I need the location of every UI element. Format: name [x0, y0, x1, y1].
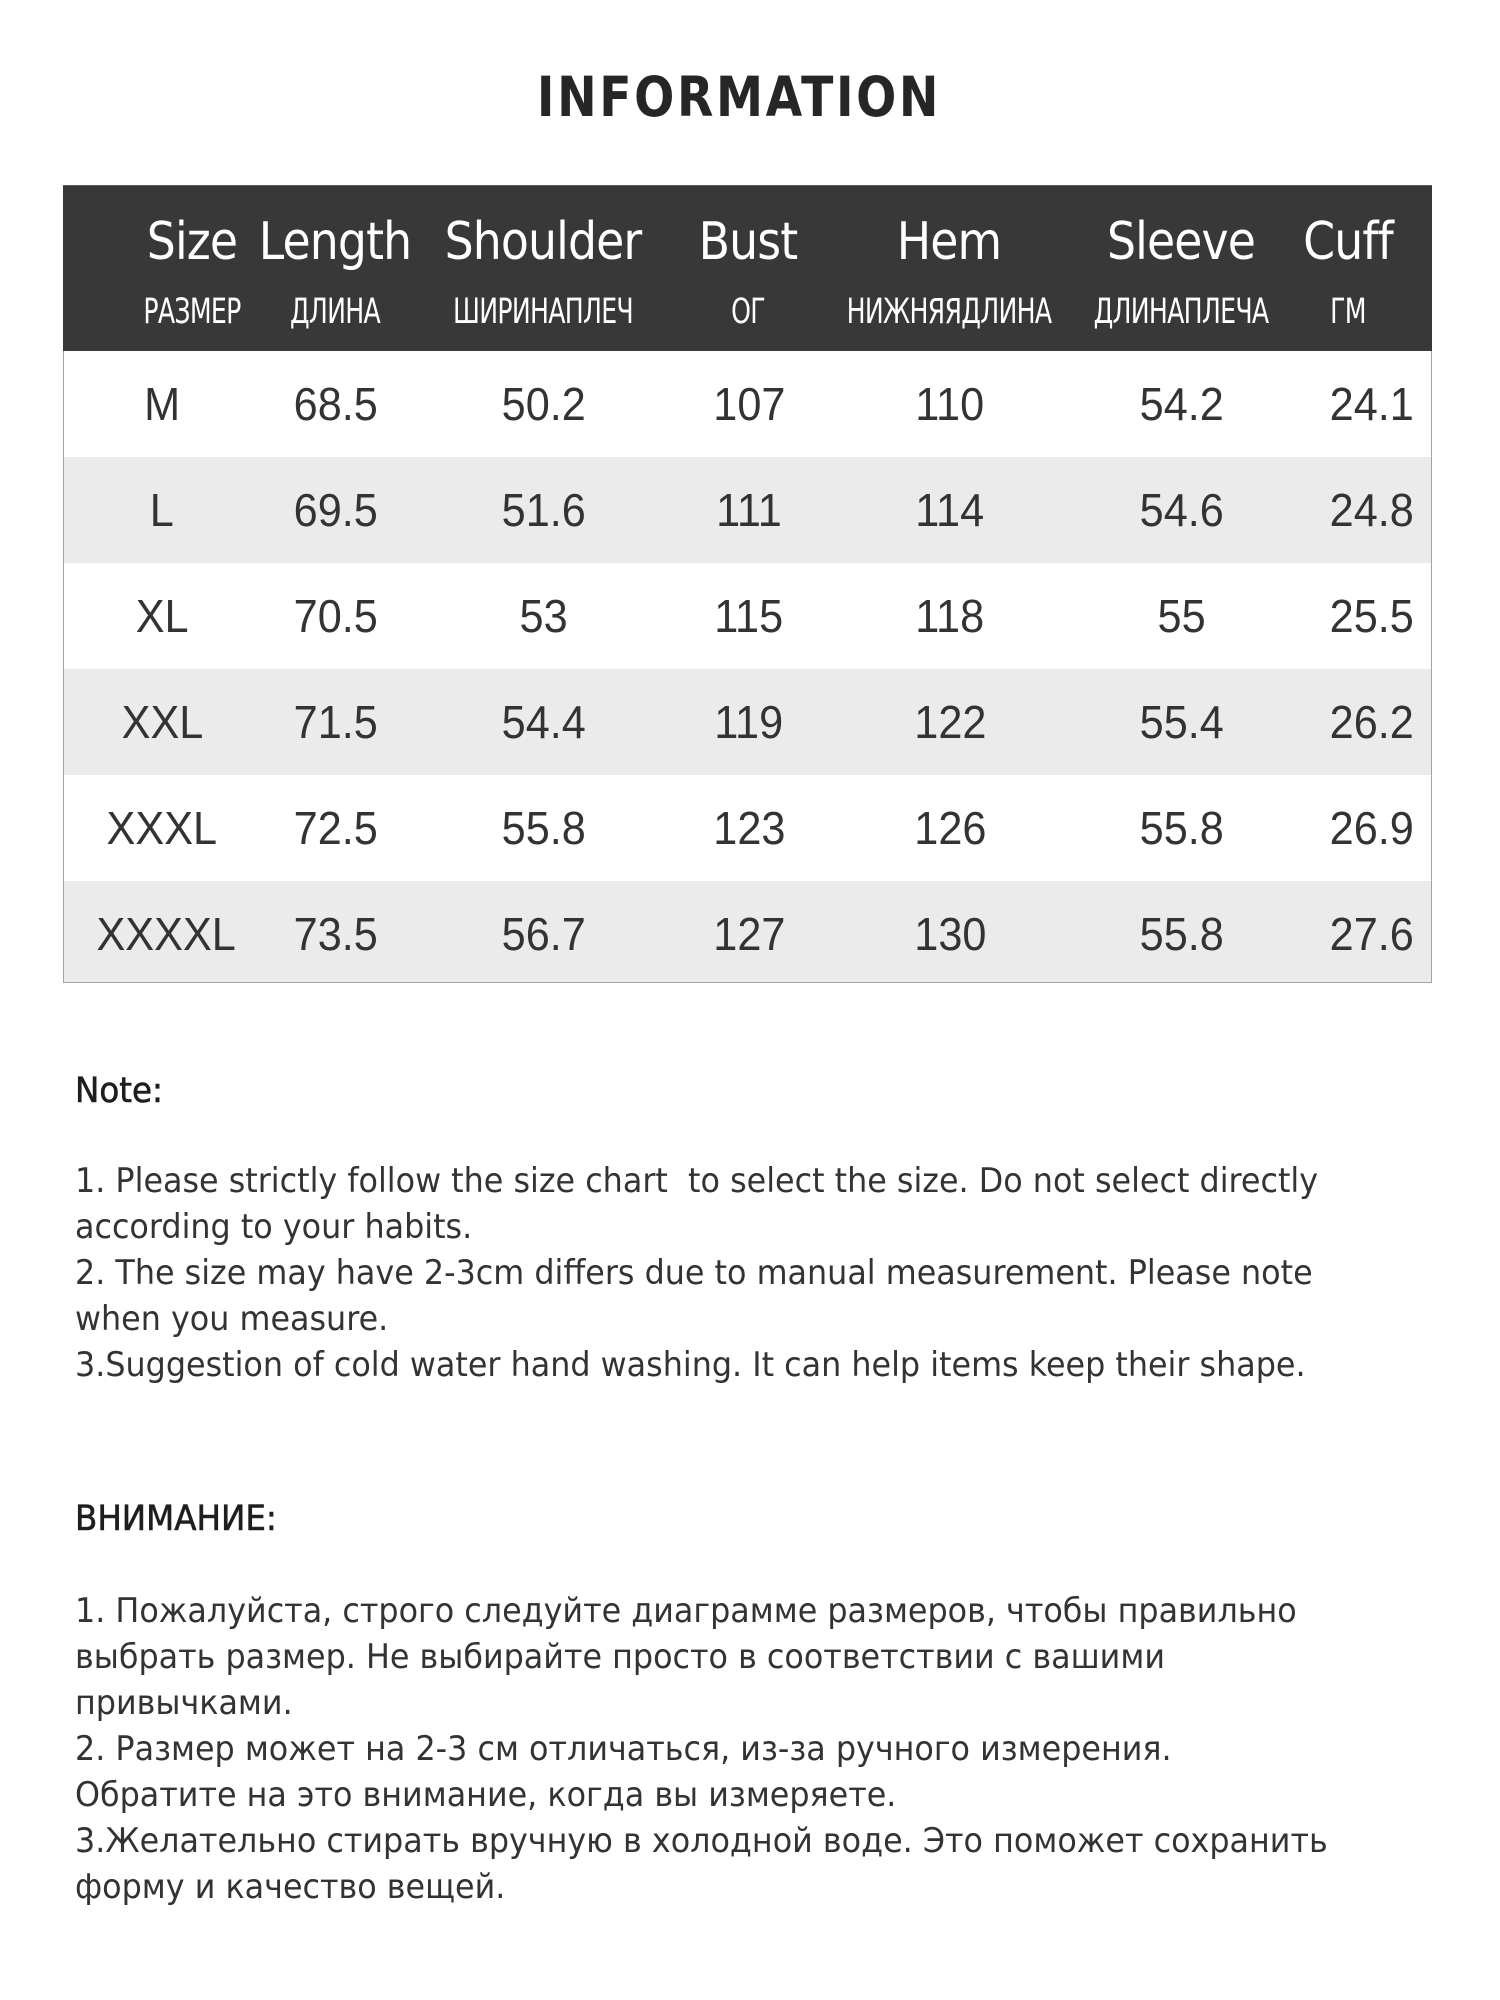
cell-shoulder: 55.8 [501, 802, 587, 854]
column-label-en: Length [258, 212, 412, 272]
notes-list [75, 1588, 1475, 1910]
cell-cuff: 24.1 [1329, 378, 1415, 430]
column-label-ru: НИЖНЯЯДЛИНА [846, 292, 1052, 332]
table-row [64, 669, 1431, 775]
notes-english [75, 1068, 1475, 1388]
column-header-sleeve [1081, 186, 1281, 352]
cell-size: XL [135, 590, 189, 642]
table-row [64, 775, 1431, 881]
note-line: 1. Please strictly follow the size chart to select the size. Do not select directly [75, 1161, 1319, 1201]
cell-length: 68.5 [293, 378, 379, 430]
column-label-ru: ДЛИНА [289, 292, 381, 332]
note-line: 3.Желательно стирать вручную в холодной воде. Это поможет сохранить [75, 1821, 1328, 1861]
cell-shoulder: 51.6 [501, 484, 587, 536]
cell-sleeve: 54.2 [1139, 378, 1225, 430]
note-line: 2. The size may have 2-3cm differs due to manual measurement. Please note [75, 1253, 1313, 1293]
table-row [64, 457, 1431, 563]
column-header-hem [846, 186, 1052, 352]
column-header-bust [648, 186, 848, 352]
cell-bust: 119 [714, 696, 784, 748]
note-line: when you measure. [75, 1299, 389, 1339]
column-label-en: Bust [698, 212, 798, 272]
cell-length: 70.5 [293, 590, 379, 642]
cell-shoulder: 56.7 [501, 908, 587, 960]
note-line: выбрать размер. Не выбирайте просто в соответствии с вашими [75, 1637, 1165, 1677]
column-label-ru: ДЛИНАПЛЕЧА [1093, 292, 1269, 332]
cell-length: 72.5 [293, 802, 379, 854]
notes-list [75, 1158, 1475, 1388]
cell-hem: 122 [913, 696, 987, 748]
cell-bust: 115 [714, 590, 784, 642]
cell-hem: 130 [913, 908, 987, 960]
note-line: 1. Пожалуйста, строго следуйте диаграмме размеров, чтобы правильно [75, 1591, 1297, 1631]
column-label-en: Hem [896, 212, 1002, 272]
notes-russian [75, 1496, 1475, 1910]
table-row [64, 881, 1431, 982]
cell-bust: 107 [712, 378, 786, 430]
page-title: INFORMATION [536, 65, 942, 129]
notes-heading: Note: [75, 1071, 164, 1111]
cell-cuff: 24.8 [1329, 484, 1415, 536]
column-label-ru: ШИРИНАПЛЕЧ [453, 292, 633, 332]
cell-hem: 110 [915, 378, 985, 430]
column-label-en: Sleeve [1106, 212, 1256, 272]
column-label-ru: ГМ [1330, 292, 1366, 332]
note-line: 2. Размер может на 2-3 см отличаться, из-за ручного измерения. [75, 1729, 1172, 1769]
cell-bust: 127 [712, 908, 786, 960]
column-header-cuff [1273, 186, 1423, 352]
column-label-en: Size [146, 212, 238, 272]
cell-cuff: 27.6 [1329, 908, 1415, 960]
size-chart-table [63, 185, 1432, 983]
cell-hem: 126 [913, 802, 987, 854]
note-line: форму и качество вещей. [75, 1867, 506, 1907]
cell-size: M [143, 378, 181, 430]
note-line: привычками. [75, 1683, 293, 1723]
cell-shoulder: 50.2 [501, 378, 587, 430]
table-row [64, 563, 1431, 669]
note-line: according to your habits. [75, 1207, 473, 1247]
column-label-ru: РАЗМЕР [143, 292, 241, 332]
cell-sleeve: 55.8 [1139, 802, 1225, 854]
notes-heading: ВНИМАНИЕ: [75, 1499, 277, 1539]
cell-sleeve: 55 [1157, 590, 1207, 642]
cell-size: XXL [121, 696, 203, 748]
column-header-length [240, 186, 430, 352]
cell-shoulder: 53 [519, 590, 569, 642]
cell-length: 73.5 [293, 908, 379, 960]
column-header-shoulder [443, 186, 643, 352]
column-label-en: Shoulder [444, 212, 642, 272]
note-line: 3.Suggestion of cold water hand washing. It can help items keep their shape. [75, 1345, 1306, 1385]
cell-size: XXXL [106, 802, 218, 854]
cell-cuff: 26.2 [1329, 696, 1415, 748]
cell-cuff: 25.5 [1329, 590, 1415, 642]
cell-length: 71.5 [293, 696, 379, 748]
cell-cuff: 26.9 [1329, 802, 1415, 854]
cell-sleeve: 55.4 [1139, 696, 1225, 748]
table-header [63, 185, 1432, 351]
cell-size: XXXXL [96, 908, 236, 960]
cell-length: 69.5 [293, 484, 379, 536]
cell-size: L [149, 484, 175, 536]
cell-bust: 123 [712, 802, 786, 854]
cell-shoulder: 54.4 [501, 696, 587, 748]
cell-bust: 111 [716, 484, 782, 536]
cell-sleeve: 55.8 [1139, 908, 1225, 960]
cell-hem: 114 [915, 484, 985, 536]
cell-hem: 118 [915, 590, 985, 642]
table-row [64, 351, 1431, 457]
column-label-ru: ОГ [731, 292, 765, 332]
note-line: Обратите на это внимание, когда вы измеряете. [75, 1775, 897, 1815]
cell-sleeve: 54.6 [1139, 484, 1225, 536]
column-label-en: Cuff [1303, 212, 1393, 272]
